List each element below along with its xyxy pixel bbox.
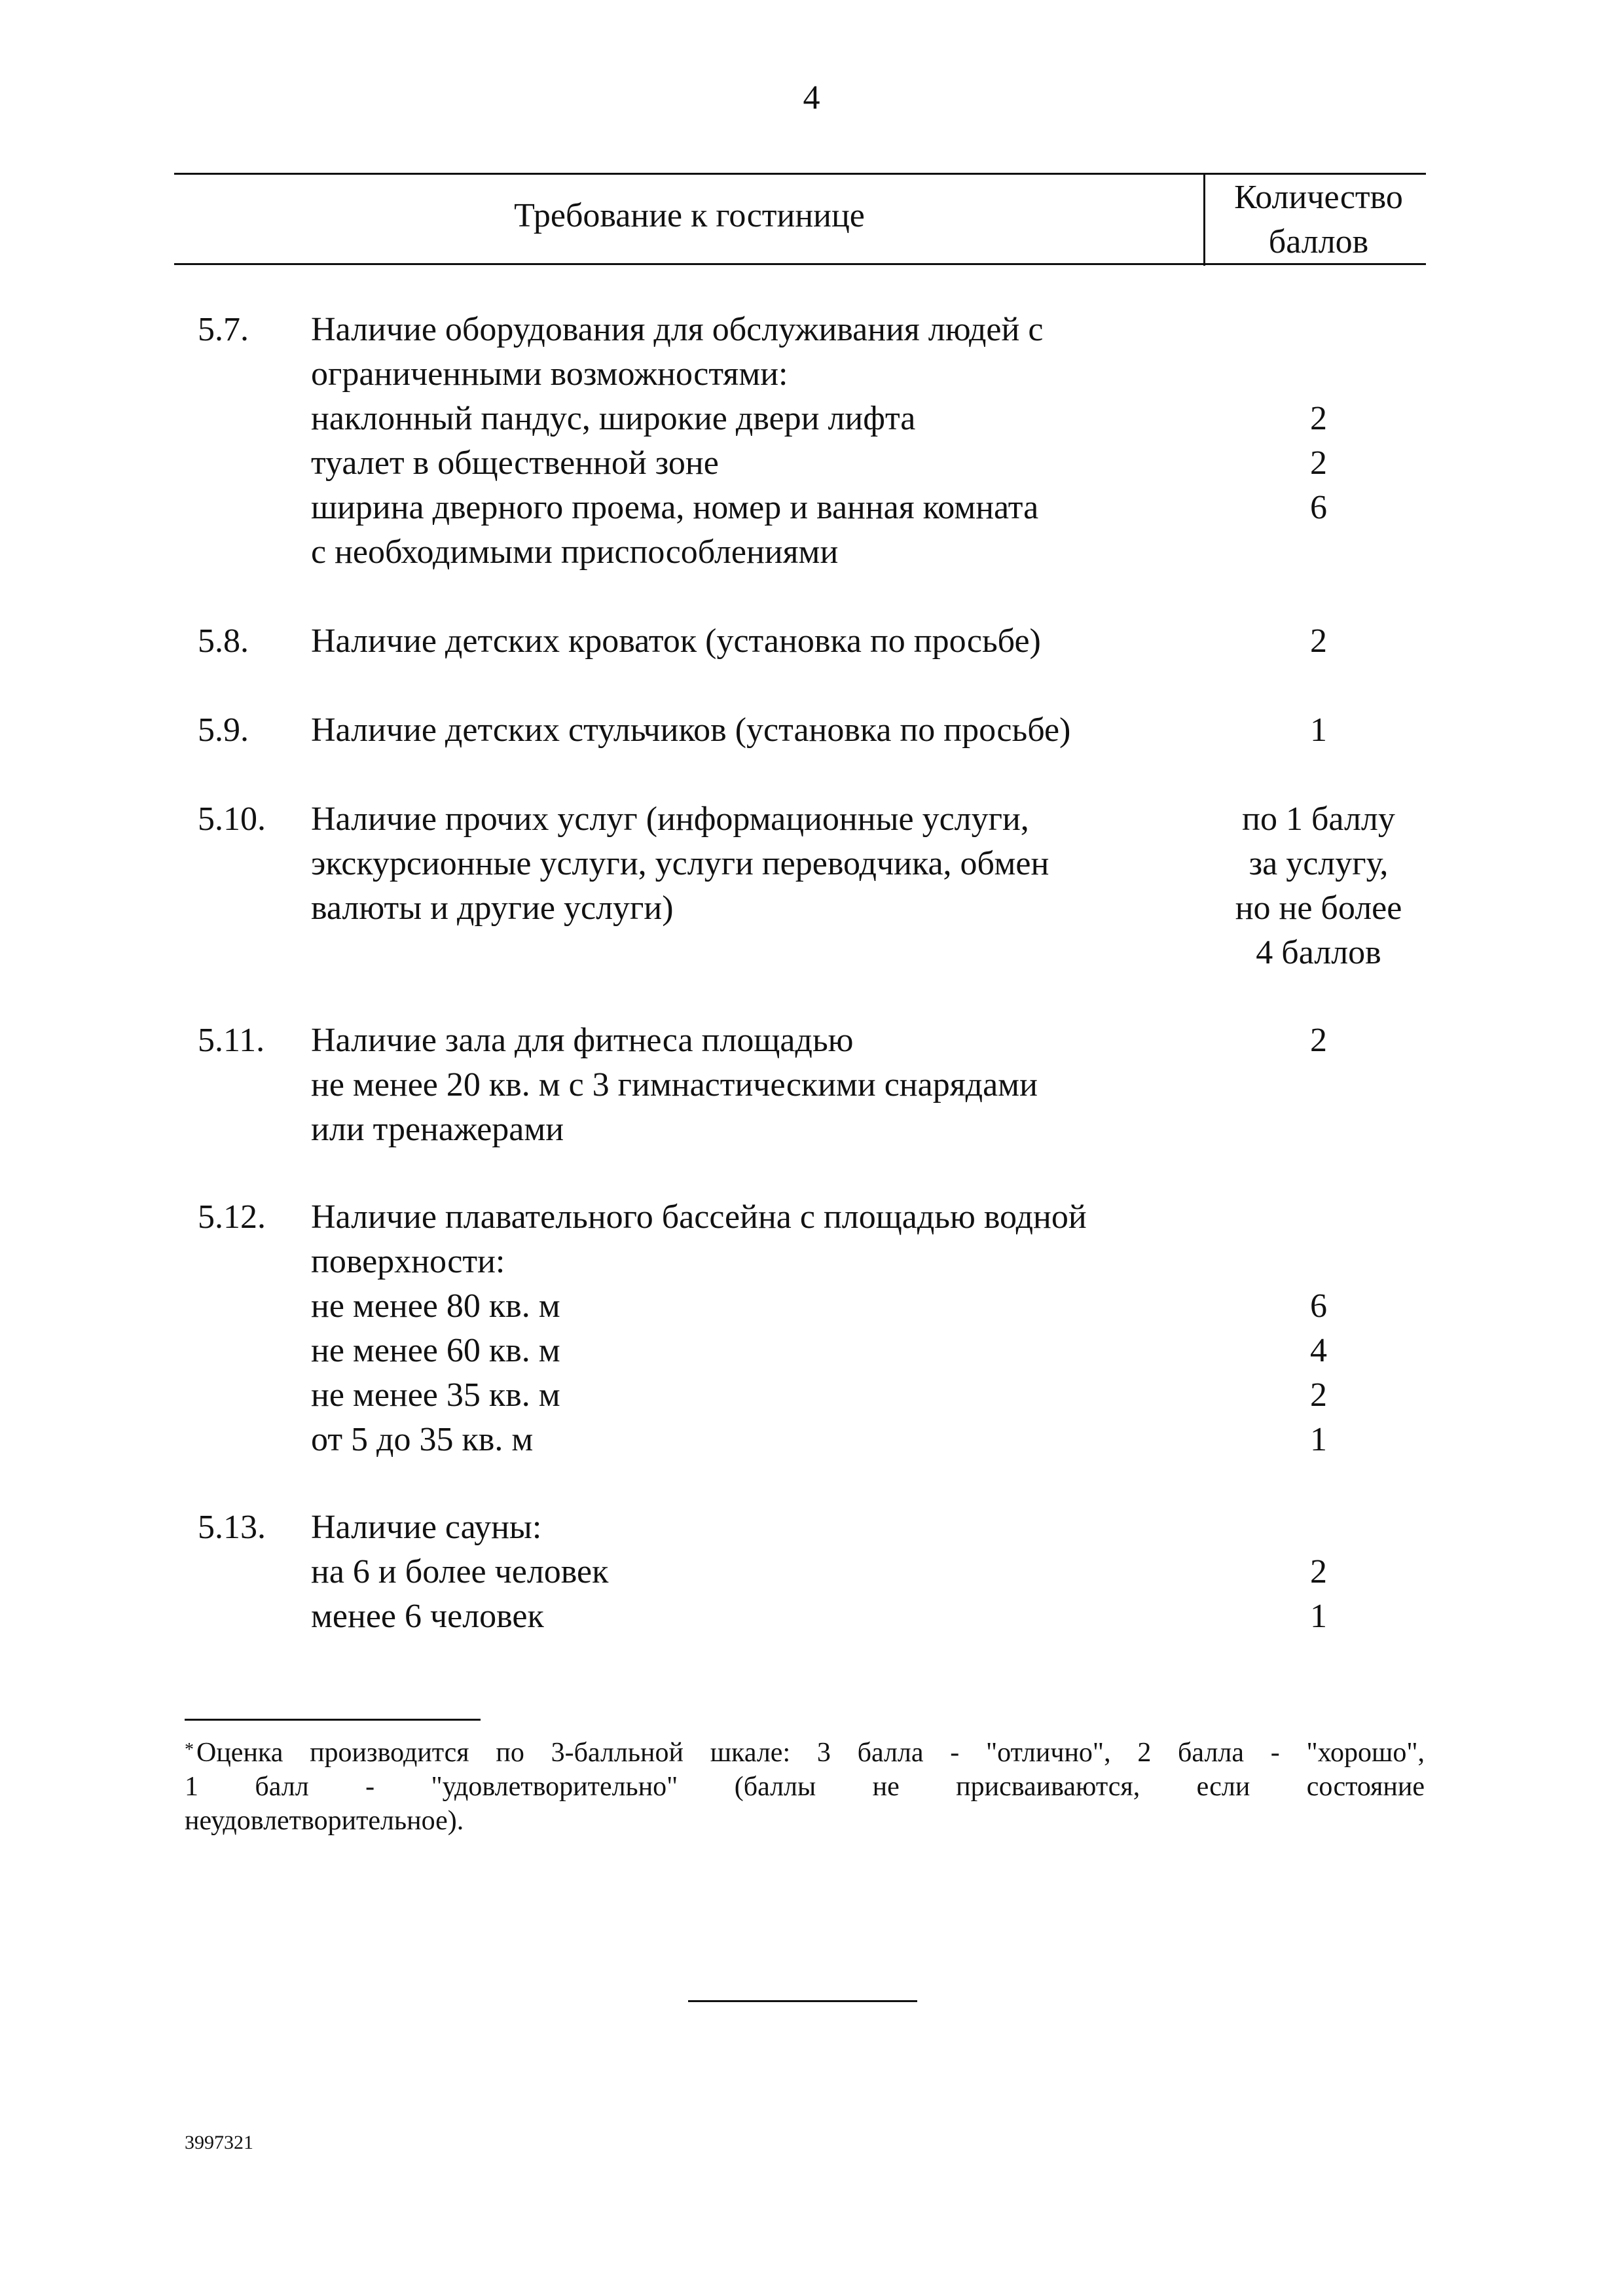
footnote-marker: * <box>185 1740 194 1760</box>
row-line: экскурсионные услуги, услуги переводчика, обмен <box>311 845 1049 882</box>
points-value: 1 <box>1310 1421 1327 1458</box>
footnote-text: Оценка производится по 3-балльной шкале: 3 балла - "отлично", 2 балла - "хорошо", <box>196 1738 1425 1768</box>
row-text <box>311 1195 1087 1462</box>
row-points <box>1206 1195 1431 1462</box>
row-text <box>311 1505 608 1639</box>
footnote-line: 1 балл - "удовлетворительно" (баллы не присваиваются, если состояние <box>185 1772 1425 1802</box>
points-value <box>1206 352 1431 397</box>
row-text <box>311 797 1049 931</box>
document-id: 3997321 <box>185 2132 253 2153</box>
points-value: 2 <box>1310 622 1327 660</box>
footnote-rule <box>185 1719 481 1721</box>
row-text <box>311 1018 1038 1152</box>
points-value: 2 <box>1310 1376 1327 1414</box>
row-number: 5.10. <box>198 800 266 838</box>
row-line: Наличие прочих услуг (информационные услуги, <box>311 800 1029 838</box>
row-points <box>1206 1018 1431 1063</box>
row-points <box>1206 797 1431 975</box>
row-line: Наличие зала для фитнеса площадью <box>311 1022 854 1059</box>
header-points-line2: баллов <box>1268 223 1369 260</box>
row-number: 5.13. <box>198 1509 266 1546</box>
points-value: 4 баллов <box>1256 934 1381 971</box>
points-value <box>1206 1195 1431 1240</box>
row-line: ширина дверного проема, номер и ванная комната <box>311 489 1039 526</box>
row-points <box>1206 619 1431 664</box>
row-line: валюты и другие услуги) <box>311 889 674 927</box>
header-points <box>1206 175 1431 264</box>
row-number: 5.7. <box>198 311 249 348</box>
footnote-line <box>185 1736 1425 1770</box>
row-line: не менее 20 кв. м с 3 гимнастическими снарядами <box>311 1066 1038 1103</box>
row-line: Наличие детских стульчиков (установка по просьбе) <box>311 711 1071 749</box>
end-rule <box>688 2000 917 2002</box>
points-value: 1 <box>1310 1598 1327 1635</box>
points-value: 4 <box>1310 1332 1327 1369</box>
row-line: наклонный пандус, широкие двери лифта <box>311 400 916 437</box>
points-value: 1 <box>1310 711 1327 749</box>
points-value <box>1206 1240 1431 1284</box>
points-value <box>1206 308 1431 352</box>
points-value: 6 <box>1310 1287 1327 1325</box>
row-line: туалет в общественной зоне <box>311 444 719 482</box>
footnote-line: неудовлетворительное). <box>185 1806 464 1836</box>
row-line: Наличие детских кроваток (установка по просьбе) <box>311 622 1041 660</box>
row-line: ограниченными возможностями: <box>311 355 788 393</box>
row-line: не менее 80 кв. м <box>311 1287 560 1325</box>
footnote <box>185 1736 1425 1838</box>
points-value: 2 <box>1310 1022 1327 1059</box>
row-text <box>311 619 1041 664</box>
row-line: не менее 35 кв. м <box>311 1376 560 1414</box>
row-number: 5.11. <box>198 1022 265 1059</box>
row-text <box>311 308 1043 575</box>
points-value <box>1206 1505 1431 1550</box>
row-line: поверхности: <box>311 1243 505 1280</box>
page-number: 4 <box>803 79 820 117</box>
points-value: за услугу, <box>1249 845 1389 882</box>
row-number: 5.8. <box>198 622 249 660</box>
row-points <box>1206 1505 1431 1639</box>
points-value: 6 <box>1310 489 1327 526</box>
row-line: Наличие оборудования для обслуживания людей с <box>311 311 1044 348</box>
row-line: на 6 и более человек <box>311 1553 609 1590</box>
header-requirement: Требование к гостинице <box>514 197 865 234</box>
row-line: или тренажерами <box>311 1111 564 1148</box>
points-value: но не более <box>1235 889 1402 927</box>
row-points <box>1206 708 1431 753</box>
row-line: не менее 60 кв. м <box>311 1332 560 1369</box>
row-line: с необходимыми приспособлениями <box>311 533 839 571</box>
points-value: 2 <box>1310 400 1327 437</box>
row-line: от 5 до 35 кв. м <box>311 1421 534 1458</box>
row-line: Наличие сауны: <box>311 1509 542 1546</box>
row-number: 5.12. <box>198 1198 266 1236</box>
row-line: менее 6 человек <box>311 1598 544 1635</box>
row-text <box>311 708 1070 753</box>
points-value <box>1206 530 1431 575</box>
header-points-line1: Количество <box>1234 179 1403 216</box>
points-value: 2 <box>1310 444 1327 482</box>
row-number: 5.9. <box>198 711 249 749</box>
row-points <box>1206 308 1431 575</box>
points-value: по 1 баллу <box>1242 800 1395 838</box>
row-line: Наличие плавательного бассейна с площадью водной <box>311 1198 1087 1236</box>
points-value: 2 <box>1310 1553 1327 1590</box>
table-top-rule <box>174 173 1426 175</box>
